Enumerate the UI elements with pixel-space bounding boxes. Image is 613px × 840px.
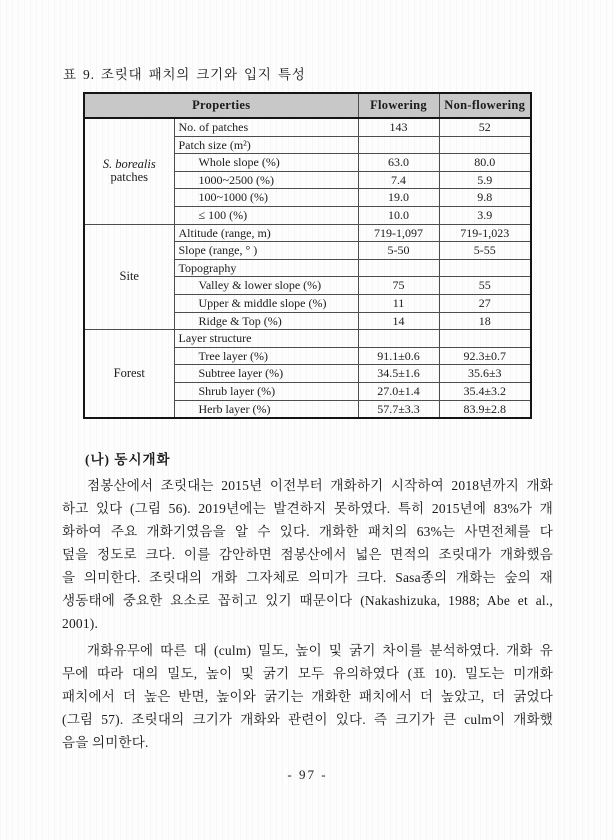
table-header-row [84,93,531,118]
property-cell: Altitude (range, m) [174,224,358,242]
body-text [62,474,553,754]
paragraph-line: 화하여 주요 개화기였음을 알 수 있다. 개화한 패치의 63%는 사면전체를 다 [62,524,553,539]
non-flowering-value-cell: 83.9±2.8 [439,400,531,418]
flowering-value-cell: 7.4 [358,171,439,189]
property-cell: Topography [174,259,358,277]
flowering-value-cell: 91.1±0.6 [358,347,439,365]
property-cell: 1000~2500 (%) [174,171,358,189]
paragraph-line: 점봉산에서 조릿대는 2015년 이전부터 개화하기 시작하여 2018년까지 개화 [87,478,553,493]
properties-table [83,92,532,419]
group-label-cell: Forest [84,330,174,418]
group-label-cell: S. borealis patches [84,118,174,224]
property-cell: ≤ 100 (%) [174,206,358,224]
paragraph-line: 패치에서 더 높은 반면, 높이와 굵기는 개화한 패치에서 더 높았고, 더 굵었다 [62,689,553,704]
property-cell: Subtree layer (%) [174,365,358,383]
flowering-value-cell: 19.0 [358,189,439,207]
paragraph [62,639,553,754]
paragraph-line: 2001). [62,616,99,631]
flowering-value-cell: 14 [358,312,439,330]
table-row [84,224,531,242]
property-cell: Slope (range, ° ) [174,242,358,260]
header-flowering: Flowering [358,93,439,118]
non-flowering-value-cell: 55 [439,277,531,295]
flowering-value-cell: 27.0±1.4 [358,382,439,400]
non-flowering-value-cell: 92.3±0.7 [439,347,531,365]
property-cell: Upper & middle slope (%) [174,294,358,312]
non-flowering-value-cell: 719-1,023 [439,224,531,242]
flowering-value-cell: 10.0 [358,206,439,224]
flowering-value-cell: 143 [358,118,439,136]
flowering-value-cell: 75 [358,277,439,295]
paragraph-line: (그림 57). 조릿대의 크기가 개화와 관련이 있다. 즉 크기가 큰 culm이 개화했 [62,712,553,727]
flowering-value-cell: 63.0 [358,154,439,172]
property-cell: Valley & lower slope (%) [174,277,358,295]
property-cell: Tree layer (%) [174,347,358,365]
flowering-value-cell: 5-50 [358,242,439,260]
paragraph-line: 덮을 정도로 크다. 이를 감안하면 점봉산에서 넓은 면적의 조릿대가 개화했음 [62,547,553,562]
paragraph-line: 을 의미한다. 조릿대의 개화 그자체로 의미가 크다. Sasa종의 개화는 숲의 재 [62,570,553,585]
non-flowering-value-cell [439,136,531,154]
non-flowering-value-cell [439,330,531,348]
property-cell: No. of patches [174,118,358,136]
paragraph-line: 무에 따라 대의 밀도, 높이 및 굵기 모두 유의하였다 (표 10). 밀도는 미개화 [62,666,553,681]
paragraph-line: 개화유무에 따른 대 (culm) 밀도, 높이 및 굵기 차이를 분석하였다. 개화 유 [87,643,553,658]
table-row [84,118,531,136]
page-number: - 97 - [287,767,328,782]
flowering-value-cell: 719-1,097 [358,224,439,242]
non-flowering-value-cell: 9.8 [439,189,531,207]
flowering-value-cell [358,259,439,277]
non-flowering-value-cell [439,259,531,277]
non-flowering-value-cell: 3.9 [439,206,531,224]
non-flowering-value-cell: 5-55 [439,242,531,260]
non-flowering-value-cell: 35.4±3.2 [439,382,531,400]
property-cell: Herb layer (%) [174,400,358,418]
non-flowering-value-cell: 52 [439,118,531,136]
non-flowering-value-cell: 18 [439,312,531,330]
section-heading: (나) 동시개화 [85,452,171,467]
flowering-value-cell: 57.7±3.3 [358,400,439,418]
header-properties: Properties [84,93,358,118]
header-non-flowering: Non-flowering [439,93,531,118]
flowering-value-cell [358,330,439,348]
table-body [84,118,531,418]
paragraph-line: 생동태에 중요한 요소로 꼽히고 있기 때문이다 (Nakashizuka, 1988; Abe et al., [62,593,553,608]
paragraph [62,474,553,635]
property-cell: Shrub layer (%) [174,382,358,400]
non-flowering-value-cell: 35.6±3 [439,365,531,383]
flowering-value-cell: 34.5±1.6 [358,365,439,383]
property-cell: Whole slope (%) [174,154,358,172]
table-caption: 표 9. 조릿대 패치의 크기와 입지 특성 [63,67,306,82]
non-flowering-value-cell: 27 [439,294,531,312]
non-flowering-value-cell: 5.9 [439,171,531,189]
group-label-cell: Site [84,224,174,330]
table-row [84,330,531,348]
non-flowering-value-cell: 80.0 [439,154,531,172]
property-cell: 100~1000 (%) [174,189,358,207]
paragraph-line: 음을 의미한다. [62,735,149,750]
property-cell: Layer structure [174,330,358,348]
flowering-value-cell [358,136,439,154]
flowering-value-cell: 11 [358,294,439,312]
paragraph-line: 하고 있다 (그림 56). 2019년에는 발견하지 못하였다. 특히 2015년에 83%가 개 [62,501,553,516]
property-cell: Ridge & Top (%) [174,312,358,330]
property-cell: Patch size (m²) [174,136,358,154]
